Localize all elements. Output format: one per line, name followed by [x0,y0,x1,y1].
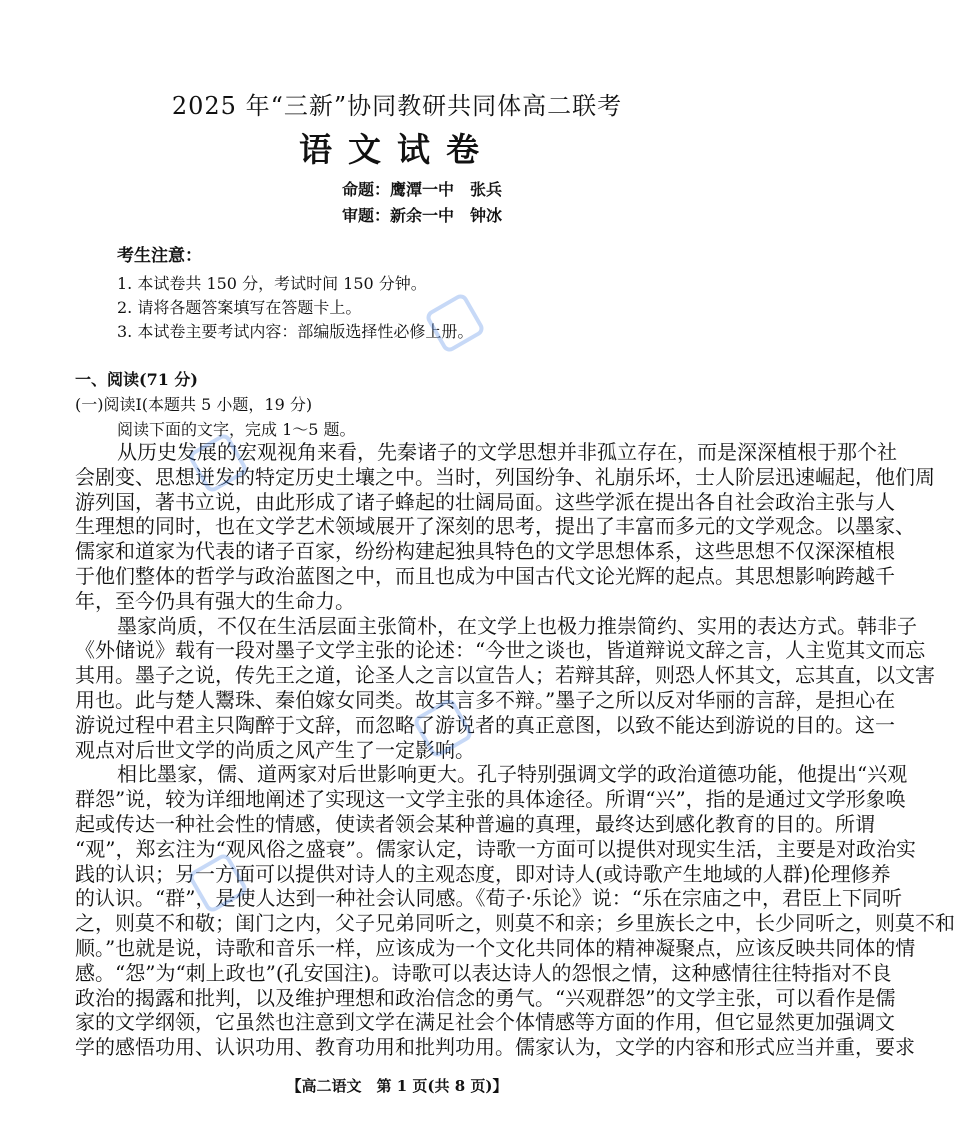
exam-title: 2025 年“三新”协同教研共同体高二联考 [171,92,623,120]
setter-line: 命题：鹰潭一中 张兵 [342,180,503,199]
passage-line: 游说过程中君主只陶醉于文辞，而忽略了游说者的真正意图，以致不能达到游说的目的。这一 [75,712,895,737]
passage-line: 感。“怨”为“刺上政也”(孔安国注)。诗歌可以表达诗人的怨恨之情，这种感情往往特指对不良 [75,960,892,985]
reading-instruction: 阅读下面的文字，完成 1～5 题。 [117,420,356,439]
passage-line: 其用。墨子之说，传先王之道，论圣人之言以宣告人；若辩其辞，则恐人怀其文，忘其直，以文害 [75,663,935,688]
notice-heading: 考生注意： [117,246,202,266]
passage-line: “观”，郑玄注为“观风俗之盛衰”。儒家认定，诗歌一方面可以提供对现实生活，主要是对政治实 [75,836,916,861]
passage-line: 的认识。“群”，是使人达到一种社会认同感。《荀子·乐论》说：“乐在宗庙之中，君臣上下同听 [75,886,903,911]
passage-line: 从历史发展的宏观视角来看，先秦诸子的文学思想并非孤立存在，而是深深植根于那个社 [117,440,897,464]
passage-line: 之，则莫不和敬；闺门之内，父子兄弟同听之，则莫不和亲；乡里族长之中，长少同听之，则莫不和 [75,911,955,936]
passage-line: 于他们整体的哲学与政治蓝图之中，而且也成为中国古代文论光辉的起点。其思想影响跨越千 [75,563,895,588]
reviewer-line: 审题：新余一中 钟冰 [342,206,503,225]
passage-line: 家的文学纲领，它虽然也注意到文学在满足社会个体情感等方面的作用，但它显然更加强调文 [75,1010,895,1035]
exam-subject: 语文试卷 [299,130,495,169]
passage-line: 顺。”也就是说，诗歌和音乐一样，应该成为一个文化共同体的精神凝聚点，应该反映共同体的情 [75,935,916,960]
notice-item: 3. 本试卷主要考试内容：部编版选择性必修上册。 [117,322,474,341]
passage-line: 会剧变、思想迸发的特定历史土壤之中。当时，列国纷争、礼崩乐坏，士人阶层迅速崛起，他们周 [75,464,935,489]
section-heading: 一、阅读(71 分) [75,370,198,389]
page-footer: 【高二语文 第 1 页(共 8 页)】 [286,1077,508,1095]
passage-line: 用也。此与楚人鬻珠、秦伯嫁女同类。故其言多不辩。”墨子之所以反对华丽的言辞，是担心在 [75,687,896,712]
passage-line: 游列国，著书立说，由此形成了诸子蜂起的壮阔局面。这些学派在提出各自社会政治主张与人 [75,489,895,514]
passage-line: 年，至今仍具有强大的生命力。 [75,588,355,613]
passage-line: 相比墨家，儒、道两家对后世影响更大。孔子特别强调文学的政治道德功能，他提出“兴观 [117,762,908,787]
passage-line: 《外储说》载有一段对墨子文学主张的论述：“今世之谈也，皆道辩说文辞之言，人主览其文而忘 [75,638,926,663]
notice-item: 2. 请将各题答案填写在答题卡上。 [117,298,362,317]
watermark: ⁠ [462,247,478,273]
reading-passage [75,440,955,1060]
passage-line: 观点对后世文学的尚质之风产生了一定影响。 [75,737,475,762]
passage-line: 儒家和道家为代表的诸子百家，纷纷构建起独具特色的文学思想体系，这些思想不仅深深植根 [75,539,895,564]
passage-line: 群怨”说，较为详细地阐述了实现这一文学主张的具体途径。所谓“兴”，指的是通过文学形象唤 [75,787,906,812]
passage-line: 生理想的同时，也在文学艺术领域展开了深刻的思考，提出了丰富而多元的文学观念。以墨家、 [75,514,915,539]
passage-line: 起或传达一种社会性的情感，使读者领会某种普遍的真理，最终达到感化教育的目的。所谓 [75,811,875,836]
passage-line: 学的感悟功用、认识功用、教育功用和批判功用。儒家认为，文学的内容和形式应当并重，要求 [75,1035,915,1060]
notice-item: 1. 本试卷共 150 分，考试时间 150 分钟。 [117,274,427,293]
passage-line: 政治的揭露和批判，以及维护理想和政治信念的勇气。“兴观群怨”的文学主张，可以看作是儒 [75,985,896,1010]
subsection-heading: (一)阅读Ⅰ(本题共 5 小题，19 分) [75,395,313,414]
passage-line: 践的认识；另一方面可以提供对诗人的主观态度，即对诗人(或诗歌产生地域的人群)伦理修养 [75,861,891,886]
passage-line: 墨家尚质，不仅在生活层面主张简朴，在文学上也极力推崇简约、实用的表达方式。韩非子 [117,613,917,638]
watermark-logo-icon [424,292,487,355]
